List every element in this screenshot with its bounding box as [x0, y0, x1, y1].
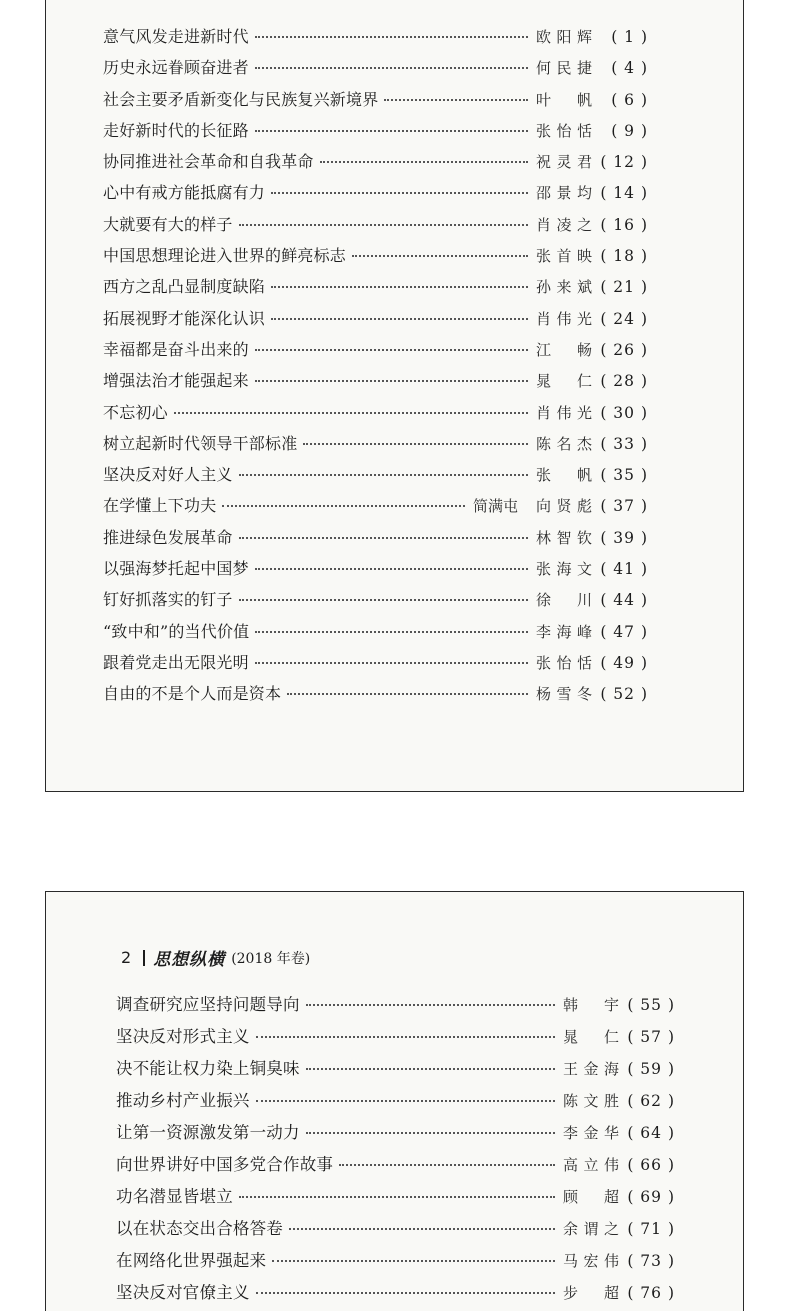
entry-author: 韩 宇 — [563, 996, 619, 1014]
entry-page-number: ( 41 ) — [600, 560, 648, 579]
toc-entry — [103, 87, 648, 118]
entry-title: 走好新时代的长征路 — [103, 120, 249, 140]
toc-entry — [103, 337, 648, 368]
entry-title: 在学懂上下功夫 — [103, 496, 217, 516]
dot-leader — [256, 1036, 555, 1038]
entry-page-number: ( 12 ) — [600, 153, 648, 172]
toc-entry — [103, 306, 648, 337]
dot-leader — [174, 412, 528, 414]
entry-page-number: ( 4 ) — [611, 59, 648, 78]
entry-page-number: ( 24 ) — [600, 309, 648, 328]
entry-author: 向贤彪 — [536, 497, 592, 516]
entry-title: 推进绿色发展革命 — [103, 527, 233, 547]
entry-author: 何民捷 — [536, 59, 592, 78]
entry-title: 心中有戒方能抵腐有力 — [103, 183, 266, 203]
toc-entry — [103, 55, 648, 86]
dot-leader — [239, 1196, 555, 1198]
toc-entry — [103, 180, 648, 211]
entry-page-number: ( 21 ) — [600, 278, 648, 297]
entry-author: 陈名杰 — [536, 434, 592, 453]
entry-author: 张首映 — [536, 247, 592, 266]
toc-entry — [116, 1247, 675, 1279]
entry-page-number: ( 6 ) — [611, 90, 648, 109]
entry-title: 以在状态交出合格答卷 — [116, 1219, 283, 1238]
dot-leader — [384, 99, 528, 101]
dot-leader — [320, 161, 528, 163]
entry-author: 孙来斌 — [536, 278, 592, 297]
entry-page-number: ( 33 ) — [600, 434, 648, 453]
entry-title: 跟着党走出无限光明 — [103, 652, 249, 672]
entry-author: 张怡恬 — [536, 121, 592, 140]
entry-title: 决不能让权力染上铜臭味 — [116, 1059, 300, 1078]
toc-entry — [103, 368, 648, 399]
entry-author: 张 帆 — [536, 466, 592, 485]
entry-author: 叶 帆 — [536, 90, 592, 109]
entry-page-number: ( 49 ) — [600, 653, 648, 672]
entry-page-number: ( 14 ) — [600, 184, 648, 203]
entry-author: 林智钦 — [536, 528, 592, 547]
entry-author: 祝灵君 — [536, 153, 592, 172]
dot-leader — [239, 474, 528, 476]
entry-author: 徐 川 — [536, 591, 592, 610]
dot-leader — [271, 192, 528, 194]
toc-entry — [103, 619, 648, 650]
entry-title: 大就要有大的样子 — [103, 214, 233, 234]
entry-title: 钉好抓落实的钉子 — [103, 590, 233, 610]
entry-page-number: ( 47 ) — [600, 622, 648, 641]
toc-entry — [103, 681, 648, 712]
entry-title: 以强海梦托起中国梦 — [103, 559, 249, 579]
entry-title: 幸福都是奋斗出来的 — [103, 339, 249, 359]
entry-author: 晁 仁 — [536, 372, 592, 391]
toc-entry — [103, 493, 648, 524]
entry-title: “致中和”的当代价值 — [103, 621, 250, 641]
entry-author: 李海峰 — [536, 622, 592, 641]
entry-title: 在网络化世界强起来 — [116, 1251, 267, 1270]
dot-leader — [255, 568, 528, 570]
entry-author: 余谓之 — [563, 1220, 619, 1238]
toc-page-1 — [45, 0, 744, 792]
entry-page-number: ( 66 ) — [627, 1156, 675, 1174]
page-number: 2 — [121, 948, 132, 967]
entry-title: 增强法治才能强起来 — [103, 371, 249, 391]
entry-page-number: ( 71 ) — [627, 1220, 675, 1238]
entry-author: 欧阳辉 — [536, 28, 592, 46]
entry-page-number: ( 69 ) — [627, 1188, 675, 1206]
toc-entry — [103, 24, 648, 55]
entry-page-number: ( 1 ) — [611, 28, 648, 46]
entry-page-number: ( 62 ) — [627, 1092, 675, 1110]
entry-title: 意气风发走进新时代 — [103, 27, 249, 46]
dot-leader — [306, 1132, 555, 1134]
entry-title: 坚决反对好人主义 — [103, 465, 233, 485]
dot-leader — [222, 505, 465, 507]
toc-entry — [103, 274, 648, 305]
dot-leader — [255, 662, 528, 664]
entry-author: 肖伟光 — [536, 403, 592, 422]
entry-author: 李金华 — [563, 1124, 619, 1142]
entry-page-number: ( 37 ) — [600, 497, 648, 516]
dot-leader — [256, 1100, 555, 1102]
toc-entry — [116, 991, 675, 1023]
dot-leader — [255, 349, 528, 351]
entry-page-number: ( 44 ) — [600, 591, 648, 610]
entry-title: 向世界讲好中国多党合作故事 — [116, 1155, 334, 1174]
entry-author: 马宏伟 — [563, 1252, 619, 1270]
running-head — [121, 945, 310, 970]
entry-title: 功名潜显皆堪立 — [116, 1187, 233, 1206]
toc-entry — [103, 525, 648, 556]
entry-page-number: ( 57 ) — [627, 1028, 675, 1046]
entry-author: 张怡恬 — [536, 653, 592, 672]
entry-author: 步 超 — [563, 1284, 619, 1302]
entry-page-number: ( 76 ) — [627, 1284, 675, 1302]
dot-leader — [255, 36, 528, 38]
entry-title: 历史永远眷顾奋进者 — [103, 58, 249, 78]
dot-leader — [306, 1068, 555, 1070]
entry-page-number: ( 30 ) — [600, 403, 648, 422]
toc-entry — [103, 212, 648, 243]
entry-author: 晁 仁 — [563, 1028, 619, 1046]
entry-title: 让第一资源激发第一动力 — [116, 1123, 300, 1142]
toc-entry — [116, 1183, 675, 1215]
dot-leader — [271, 318, 528, 320]
entry-title: 调查研究应坚持问题导向 — [116, 995, 300, 1014]
entry-page-number: ( 9 ) — [611, 121, 648, 140]
dot-leader — [272, 1260, 555, 1262]
entry-page-number: ( 55 ) — [627, 996, 675, 1014]
divider — [143, 950, 145, 966]
entry-title: 自由的不是个人而是资本 — [103, 684, 282, 704]
dot-leader — [303, 443, 528, 445]
dot-leader — [239, 599, 528, 601]
toc-entry — [103, 243, 648, 274]
dot-leader — [306, 1004, 555, 1006]
entry-title: 坚决反对形式主义 — [116, 1027, 250, 1046]
dot-leader — [339, 1164, 555, 1166]
entry-page-number: ( 52 ) — [600, 685, 648, 704]
entry-title: 坚决反对官僚主义 — [116, 1283, 250, 1302]
dot-leader — [287, 693, 528, 695]
entry-author: 杨雪冬 — [536, 685, 592, 704]
entry-title: 西方之乱凸显制度缺陷 — [103, 277, 266, 297]
entry-author: 高立伟 — [563, 1156, 619, 1174]
entry-title: 推动乡村产业振兴 — [116, 1091, 250, 1110]
toc-entry — [116, 1215, 675, 1247]
entry-page-number: ( 26 ) — [600, 340, 648, 359]
entry-title: 树立起新时代领导干部标准 — [103, 433, 298, 453]
toc-entry — [103, 462, 648, 493]
entry-page-number: ( 39 ) — [600, 528, 648, 547]
toc-entry — [103, 431, 648, 462]
dot-leader — [352, 255, 528, 257]
book-year: (2018 年卷) — [231, 950, 311, 967]
entry-page-number: ( 59 ) — [627, 1060, 675, 1078]
toc-page-2 — [45, 891, 744, 1311]
entry-title: 不忘初心 — [103, 402, 168, 422]
dot-leader — [239, 537, 528, 539]
entry-title: 中国思想理论进入世界的鲜亮标志 — [103, 246, 347, 266]
entry-author: 江 畅 — [536, 340, 592, 359]
toc-entry — [103, 149, 648, 180]
dot-leader — [255, 380, 528, 382]
toc-entry — [116, 1055, 675, 1087]
toc-entry — [103, 650, 648, 681]
entry-author: 肖凌之 — [536, 215, 592, 234]
dot-leader — [255, 67, 528, 69]
dot-leader — [255, 631, 528, 633]
entry-page-number: ( 28 ) — [600, 372, 648, 391]
entry-page-number: ( 18 ) — [600, 247, 648, 266]
dot-leader — [255, 130, 528, 132]
book-title: 思想纵横 — [153, 950, 226, 970]
toc-entry — [116, 1279, 675, 1311]
dot-leader — [289, 1228, 555, 1230]
toc-list — [116, 991, 675, 1311]
entry-author: 顾 超 — [563, 1188, 619, 1206]
entry-author: 张海文 — [536, 560, 592, 579]
entry-author: 肖伟光 — [536, 309, 592, 328]
entry-page-number: ( 16 ) — [600, 215, 648, 234]
toc-entry — [103, 587, 648, 618]
entry-author: 王金海 — [563, 1060, 619, 1078]
entry-coauthor: 简满屯 — [472, 497, 518, 516]
entry-title: 协同推进社会革命和自我革命 — [103, 152, 314, 172]
entry-title: 社会主要矛盾新变化与民族复兴新境界 — [103, 89, 379, 109]
entry-author: 陈文胜 — [563, 1092, 619, 1110]
toc-entry — [103, 400, 648, 431]
entry-page-number: ( 64 ) — [627, 1124, 675, 1142]
toc-entry — [116, 1151, 675, 1183]
dot-leader — [256, 1292, 555, 1294]
toc-entry — [116, 1119, 675, 1151]
toc-entry — [116, 1023, 675, 1055]
toc-entry — [116, 1087, 675, 1119]
toc-entry — [103, 118, 648, 149]
entry-author: 邵景均 — [536, 184, 592, 203]
dot-leader — [239, 224, 528, 226]
entry-page-number: ( 73 ) — [627, 1252, 675, 1270]
entry-title: 拓展视野才能深化认识 — [103, 308, 266, 328]
entry-page-number: ( 35 ) — [600, 466, 648, 485]
toc-entry — [103, 556, 648, 587]
toc-list — [46, 24, 743, 713]
dot-leader — [271, 286, 528, 288]
